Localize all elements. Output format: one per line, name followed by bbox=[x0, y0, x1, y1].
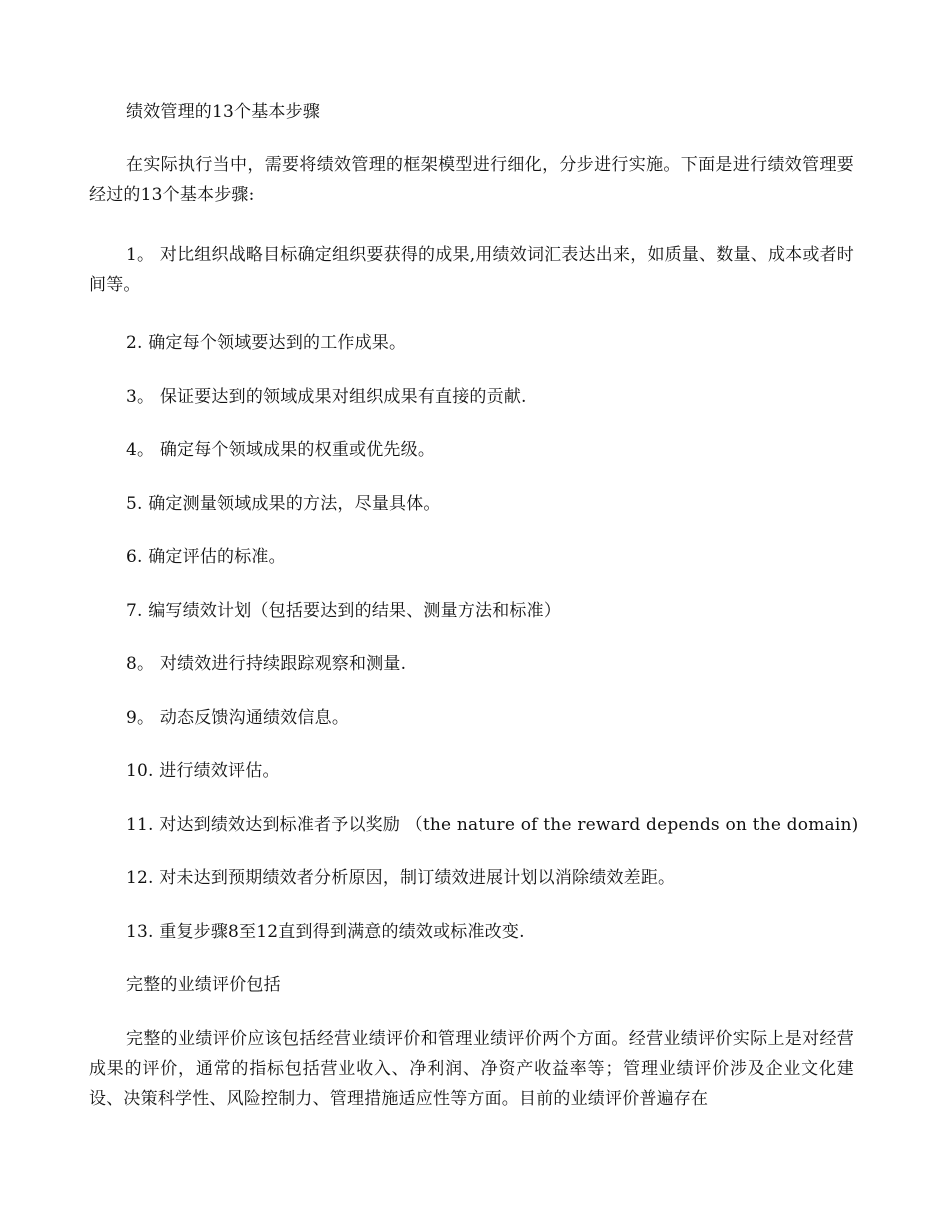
step-1: 1。 对比组织战略目标确定组织要获得的成果,用绩效词汇表达出来，如质量、数量、成本或者时间等。 bbox=[89, 245, 854, 295]
step-10: 10. 进行绩效评估。 bbox=[126, 761, 280, 781]
step-5: 5. 确定测量领域成果的方法，尽量具体。 bbox=[126, 494, 441, 514]
intro-paragraph: 在实际执行当中，需要将绩效管理的框架模型进行细化，分步进行实施。下面是进行绩效管理要经过的13个基本步骤: bbox=[89, 155, 854, 205]
evaluation-paragraph: 完整的业绩评价应该包括经营业绩评价和管理业绩评价两个方面。经营业绩评价实际上是对经营成果的评价，通常的指标包括营业收入、净利润、净资产收益率等；管理业绩评价涉及企业文化建设、决策科学性、风险控制力、管理措施适应性等方面。目前的业绩评价普遍存在 bbox=[89, 1029, 854, 1109]
step-6: 6. 确定评估的标准。 bbox=[126, 547, 286, 567]
step-11: 11. 对达到绩效达到标准者予以奖励 （the nature of the reward depends on the domain) bbox=[126, 815, 859, 835]
section-heading-steps: 绩效管理的13个基本步骤 bbox=[126, 102, 321, 122]
step-13: 13. 重复步骤8至12直到得到满意的绩效或标准改变. bbox=[126, 922, 525, 942]
step-4: 4。 确定每个领域成果的权重或优先级。 bbox=[126, 440, 436, 460]
step-12: 12. 对未达到预期绩效者分析原因，制订绩效进展计划以消除绩效差距。 bbox=[126, 868, 676, 888]
section-heading-evaluation: 完整的业绩评价包括 bbox=[126, 975, 281, 995]
step-7: 7. 编写绩效计划（包括要达到的结果、测量方法和标准） bbox=[126, 601, 562, 621]
step-3: 3。 保证要达到的领域成果对组织成果有直接的贡献. bbox=[126, 387, 527, 407]
step-2: 2. 确定每个领域要达到的工作成果。 bbox=[126, 333, 407, 353]
step-9: 9。 动态反馈沟通绩效信息。 bbox=[126, 708, 350, 728]
step-8: 8。 对绩效进行持续跟踪观察和测量. bbox=[126, 654, 407, 674]
